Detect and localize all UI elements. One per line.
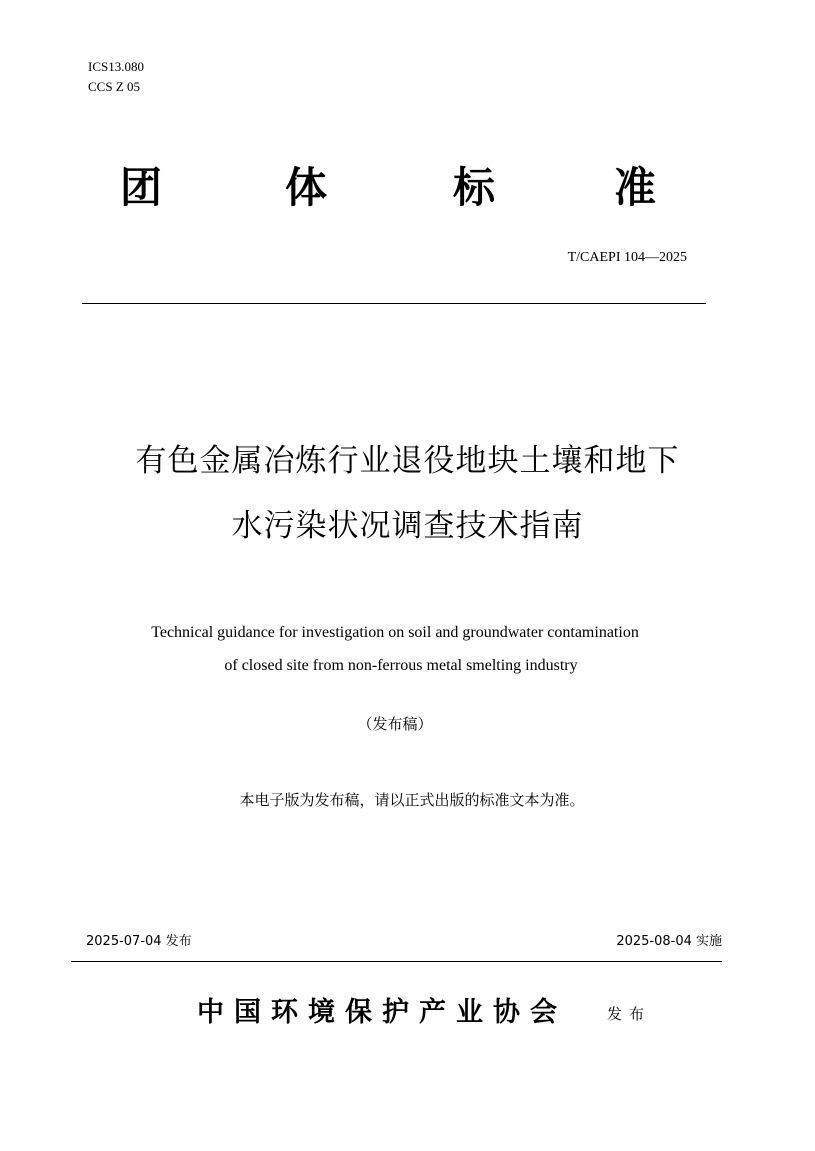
standard-type-char: 体 (284, 163, 327, 212)
header-divider (82, 303, 706, 304)
effective-date: 2025-08-04 实施 (616, 934, 722, 949)
standard-type-char: 团 (119, 163, 162, 212)
standard-type-char: 准 (613, 163, 656, 212)
publish-date: 2025-07-04 发布 (86, 934, 192, 949)
standard-type-char: 标 (452, 163, 495, 212)
issuing-organization: 中国环境保护产业协会 (197, 997, 567, 1028)
title-chinese-line-2: 水污染状况调查技术指南 (231, 508, 584, 544)
footer-divider (71, 961, 722, 962)
title-english-line-1: Technical guidance for investigation on soil and groundwater contamination (151, 624, 639, 641)
draft-note: （发布稿） (357, 715, 433, 733)
title-chinese-line-1: 有色金属冶炼行业退役地块土壤和地下 (135, 443, 680, 479)
digital-version-note: 本电子版为发布稿，请以正式出版的标准文本为准。 (239, 791, 585, 809)
title-english-line-2: of closed site from non-ferrous metal smelting industry (224, 657, 578, 674)
issuing-action: 发布 (607, 1005, 652, 1023)
standard-number: T/CAEPI 104—2025 (567, 250, 687, 265)
ccs-code: CCS Z 05 (88, 79, 141, 94)
ics-code: ICS13.080 (88, 59, 144, 74)
